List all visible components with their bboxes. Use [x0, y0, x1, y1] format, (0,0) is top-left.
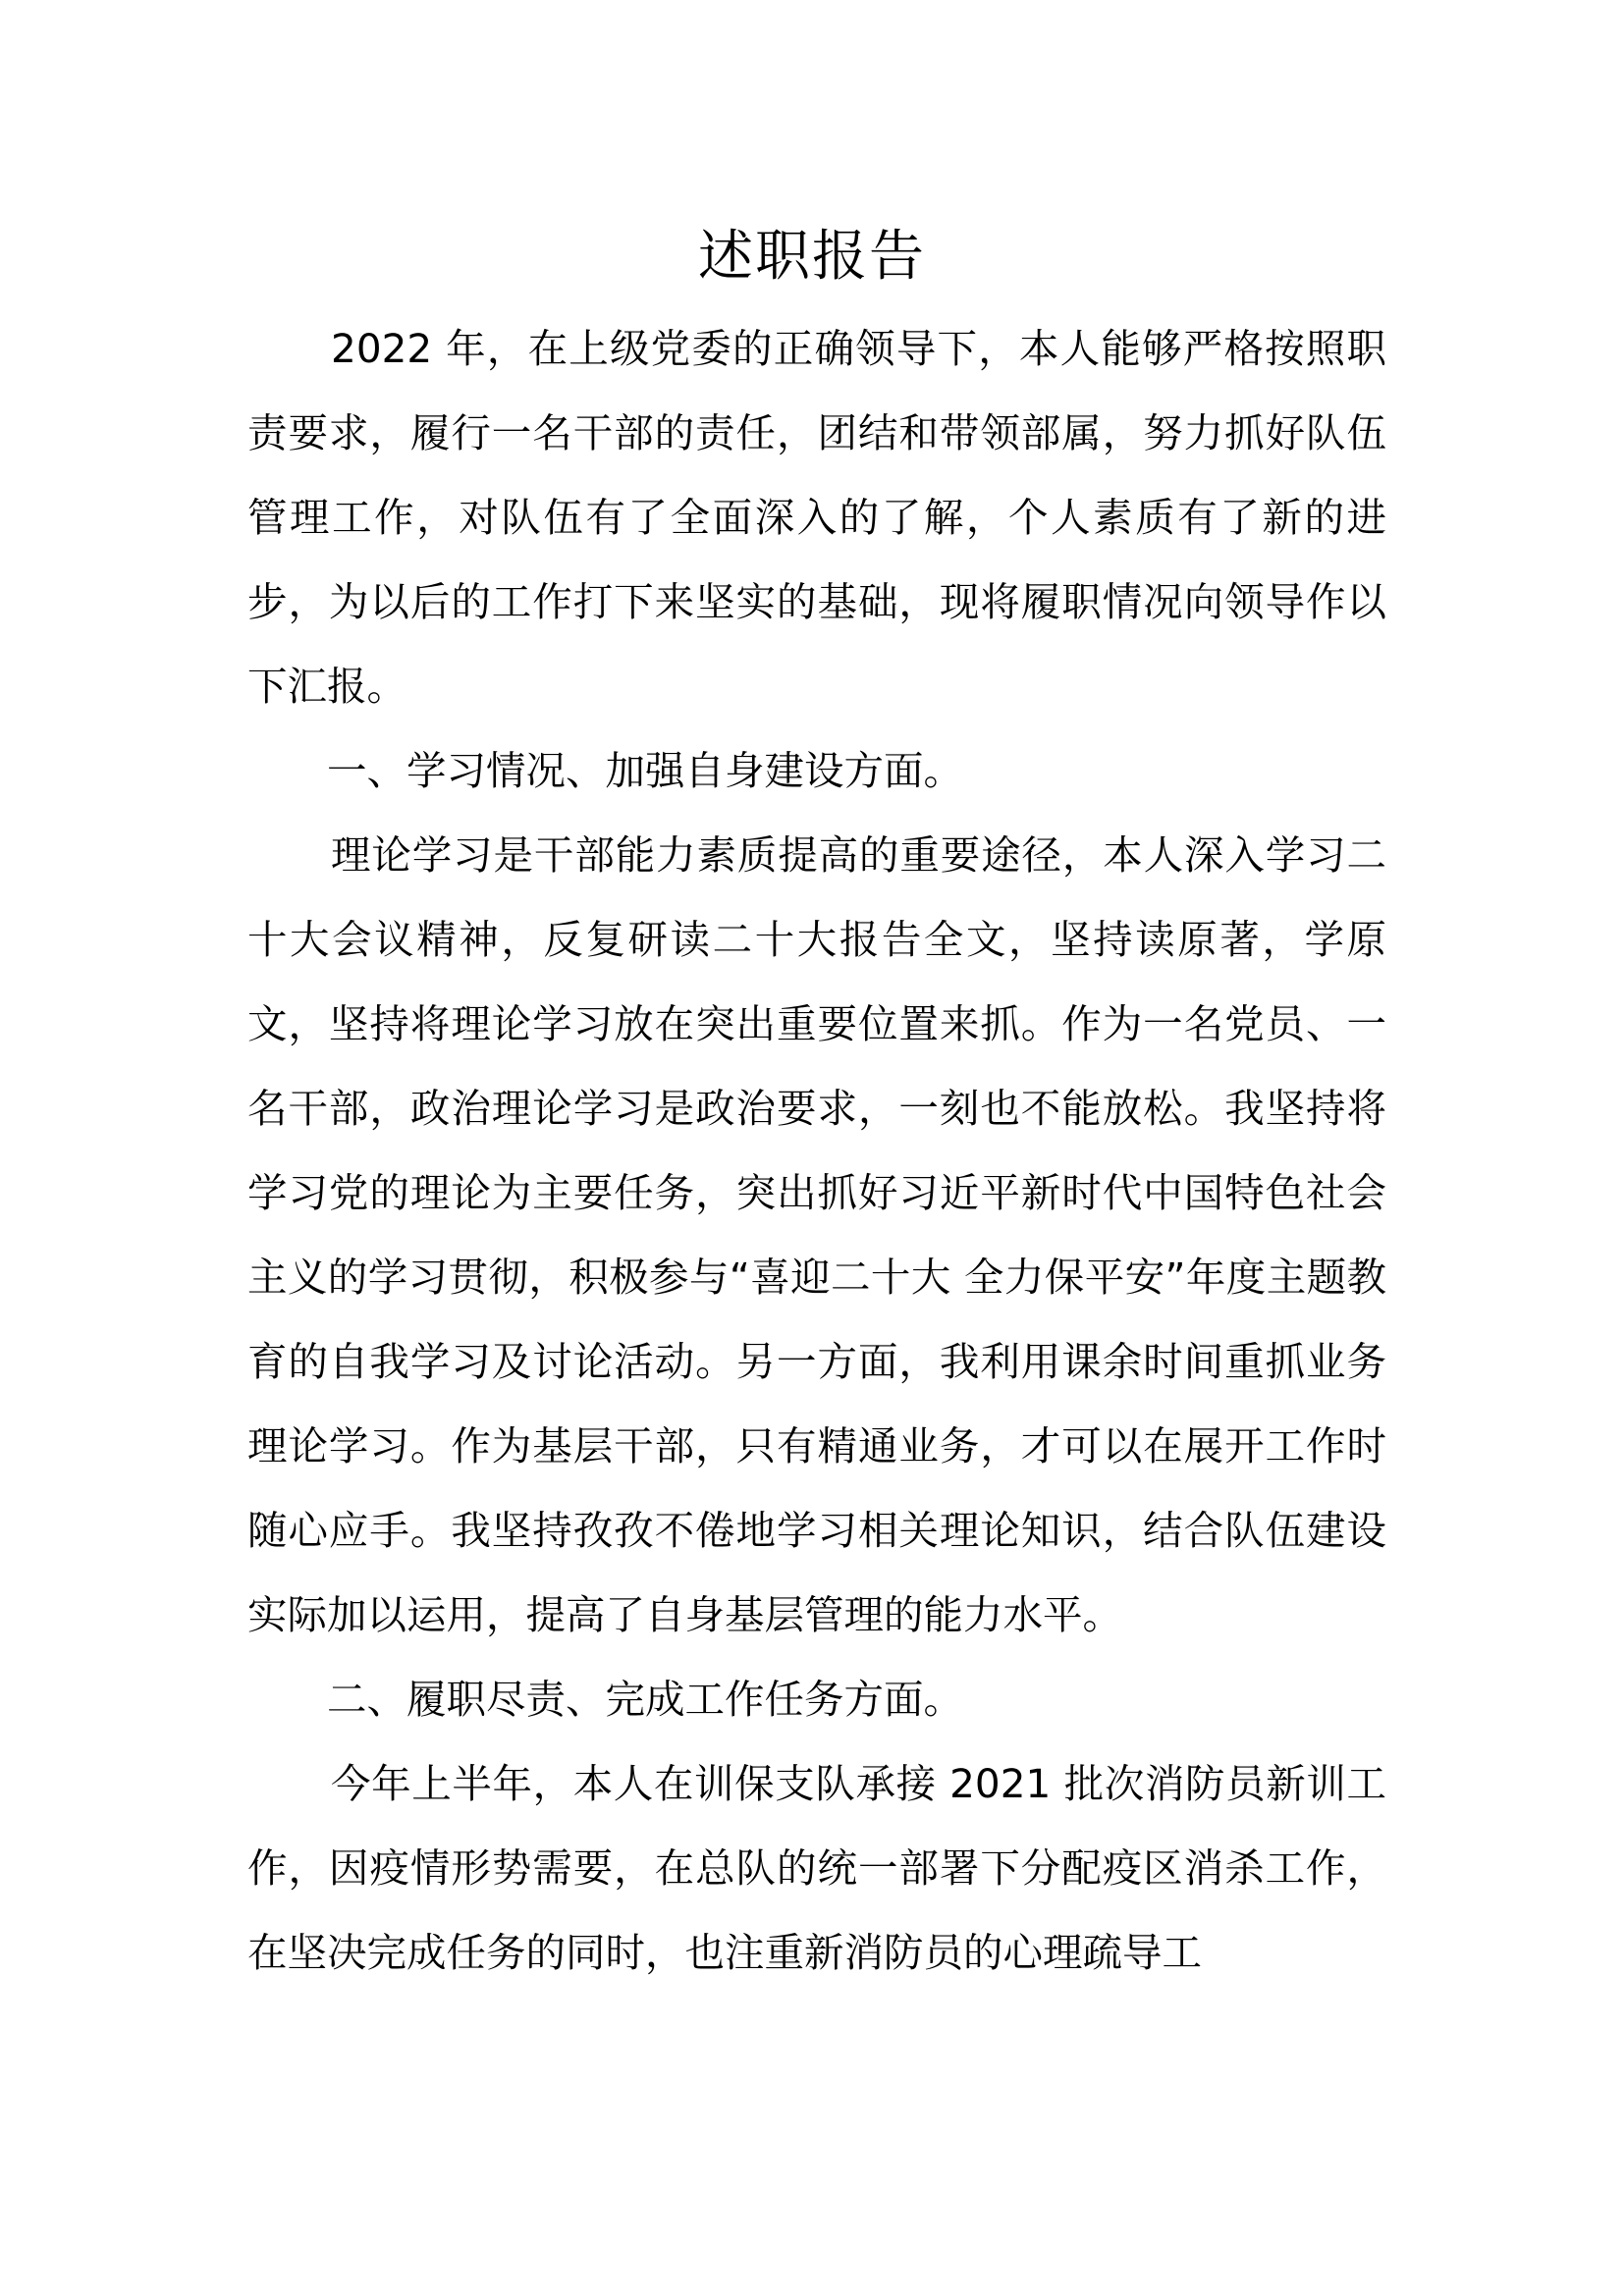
document-body [247, 306, 1386, 1995]
paragraph-intro: 2022 年，在上级党委的正确领导下，本人能够严格按照职责要求，履行一名干部的责任，团结和带领部属，努力抓好队伍管理工作，对队伍有了全面深入的了解，个人素质有了新的进步，为以后的工作打下来坚实的基础，现将履职情况向领导作以下汇报。 [247, 325, 1386, 710]
section-heading-study: 一、学习情况、加强自身建设方面。 [327, 747, 963, 794]
section-heading-duties: 二、履职尽责、完成工作任务方面。 [327, 1676, 963, 1723]
paragraph-duties: 今年上半年，本人在训保支队承接 2021 批次消防员新训工作，因疫情形势需要，在总队的统一部署下分配疫区消杀工作，在坚决完成任务的同时，也注重新消防员的心理疏导工 [247, 1760, 1386, 1976]
document-title: 述职报告 [698, 225, 926, 289]
paragraph-study: 理论学习是干部能力素质提高的重要途径，本人深入学习二十大会议精神，反复研读二十大报告全文，坚持读原著，学原文，坚持将理论学习放在突出重要位置来抓。作为一名党员、一名干部，政治理论学习是政治要求，一刻也不能放松。我坚持将学习党的理论为主要任务，突出抓好习近平新时代中国特色社会主义的学习贯彻，积极参与“喜迎二十大 全力保平安”年度主题教育的自我学习及讨论活动。另一方面，我利用课余时间重抓业务理论学习。作为基层干部，只有精通业务，才可以在展开工作时随心应手。我坚持孜孜不倦地学习相关理论知识，结合队伍建设实际加以运用，提高了自身基层管理的能力水平。 [247, 831, 1386, 1638]
